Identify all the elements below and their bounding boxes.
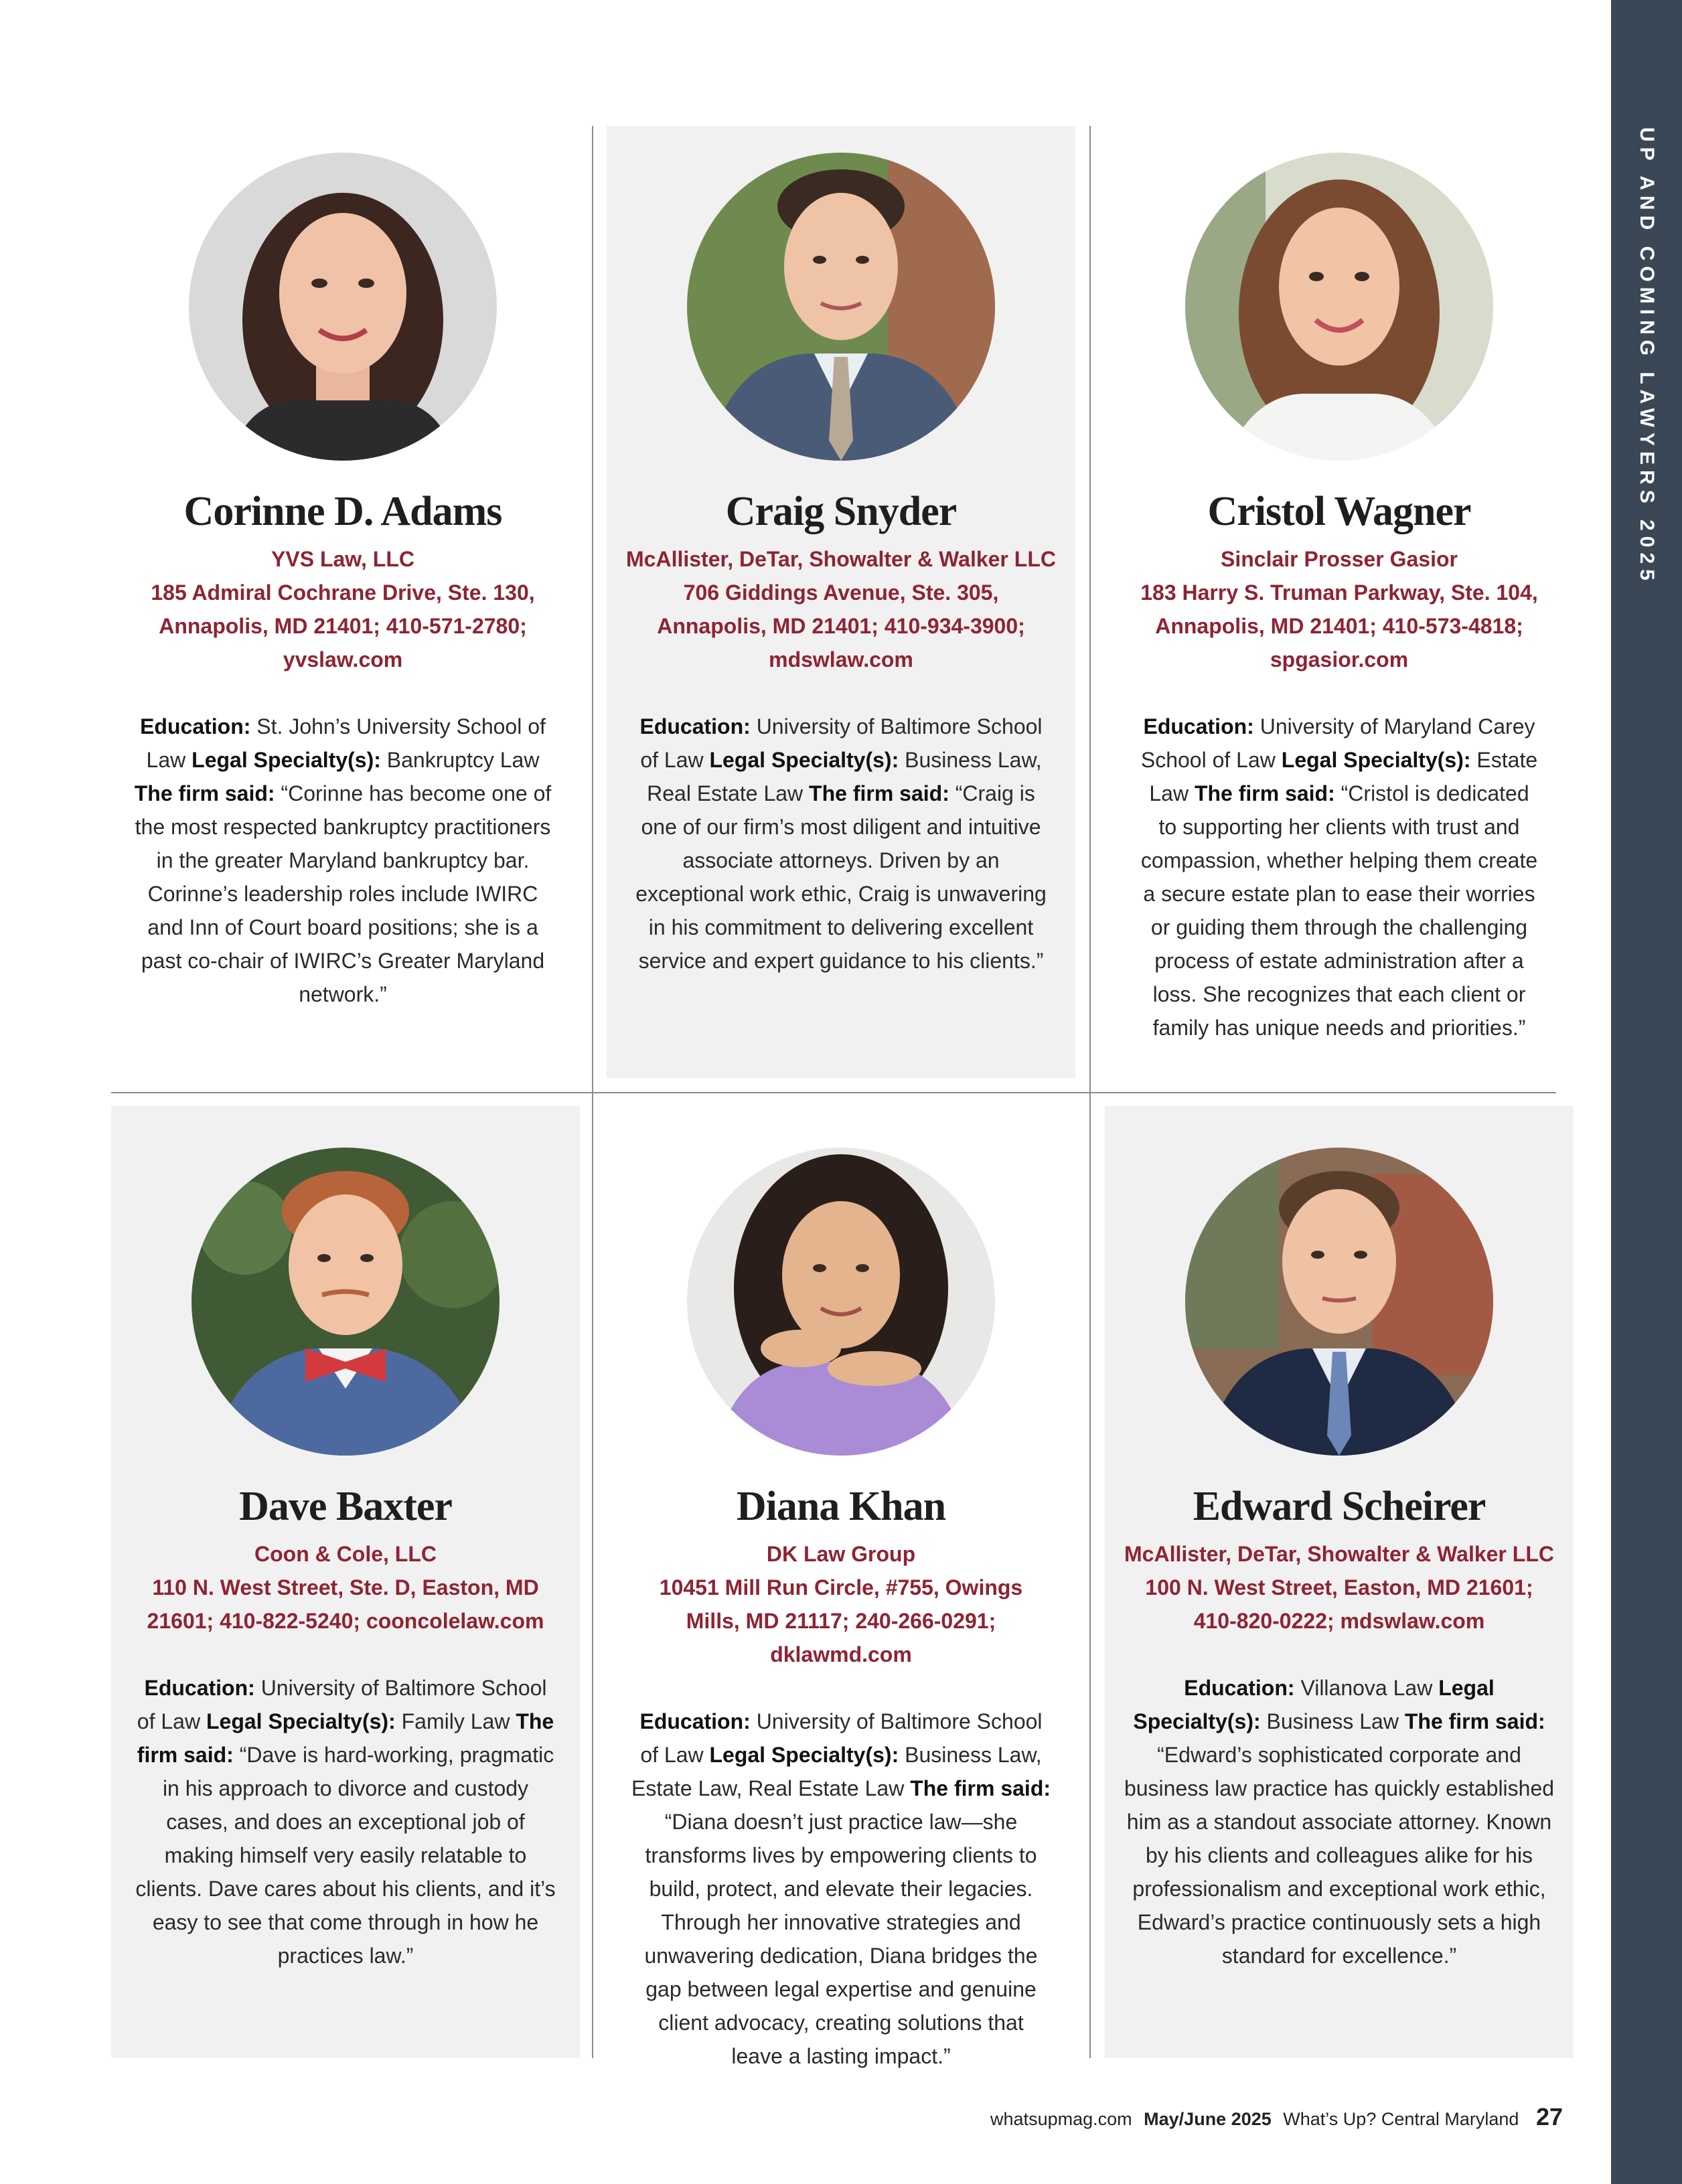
education-label: Education: [1143,714,1254,738]
education-label: Education: [144,1676,255,1700]
lawyer-name: Craig Snyder [725,489,957,534]
specialty-label: Legal Specialty(s): [709,1743,899,1767]
education-value: University of Baltimore School of Law [137,1676,547,1733]
specialty-value: Business Law, Real Estate Law [647,748,1042,805]
specialty-label: Legal Specialty(s): [1281,748,1471,772]
lawyer-bio [607,1705,1075,2073]
firm-name: YVS Law, LLC [271,547,414,571]
page-footer [984,2103,1563,2131]
firm-said-label: The firm said: [137,1709,554,1767]
lawyer-photo [687,153,995,461]
lawyer-bio [607,710,1075,978]
specialty-label: Legal Specialty(s): [1133,1676,1495,1733]
lawyer-bio [108,710,577,1011]
lawyer-card [607,1148,1075,2073]
lawyer-name: Diana Khan [736,1484,946,1529]
firm-contact: 110 N. West Street, Ste. D, Easton, MD 21601; 410-822-5240; cooncolelaw.com [147,1575,544,1633]
lawyer-name: Cristol Wagner [1207,489,1471,534]
specialty-label: Legal Specialty(s): [192,748,381,772]
lawyer-photo [1185,153,1493,461]
firm-name: Sinclair Prosser Gasior [1221,547,1458,571]
firm-name: McAllister, DeTar, Showalter & Walker LLC [1124,1542,1554,1566]
firm-contact: 183 Harry S. Truman Parkway, Ste. 104, Annapolis, MD 21401; 410-573-4818; spgasior.com [1140,580,1538,672]
lawyer-card [1105,1148,1574,1972]
firm-said-label: The firm said: [1404,1709,1545,1733]
lawyer-bio [111,1671,580,1972]
firm-name: DK Law Group [766,1542,916,1566]
firm-quote: “Corinne has become one of the most respected bankruptcy practitioners in the greater Maryland bankruptcy bar. Corinne’s leadership roles include IWIRC and Inn of Court board positions; she is a past co-chair of IWIRC’s Greater Maryland network.” [135,781,552,1006]
lawyer-card [607,153,1075,978]
lawyer-name: Dave Baxter [239,1484,452,1529]
education-value: University of Maryland Carey School of Law [1140,714,1535,772]
firm-quote: “Dave is hard-working, pragmatic in his approach to divorce and custody cases, and does an exceptional job of making himself very easily relatable to clients. Dave cares about his clients, and it’s easy to see that come through in how he practices law.” [135,1743,556,1968]
lawyer-photo [1185,1148,1493,1456]
footer-issue: May/June 2025 [1144,2109,1272,2129]
lawyer-name: Corinne D. Adams [183,489,502,534]
firm-said-label: The firm said: [910,1776,1051,1800]
firm-contact: 10451 Mill Run Circle, #755, Owings Mills, MD 21117; 240-266-0291; dklawmd.com [659,1575,1023,1666]
education-value: University of Baltimore School of Law [640,714,1043,772]
lawyer-card [1105,153,1574,1044]
divider-vertical-bottom-2 [1089,1093,1091,2058]
education-label: Education: [140,714,251,738]
firm-said-label: The firm said: [1194,781,1335,805]
firm-contact: 100 N. West Street, Easton, MD 21601; 410-820-0222; mdswlaw.com [1145,1575,1533,1633]
divider-horizontal [111,1092,1556,1093]
lawyer-photo [687,1148,995,1456]
lawyer-bio [1105,1671,1574,1972]
firm-quote: “Craig is one of our firm’s most diligent and intuitive associate attorneys. Driven by an exceptional work ethic, Craig is unwavering in his commitment to delivering excellent service and expert guidance to his clients.” [635,781,1047,973]
firm-quote: “Edward’s sophisticated corporate and business law practice has quickly established him as a standout associate attorney. Known by his clients and colleagues alike for his professionalism and exceptional work ethic, Edward’s practice continuously sets a high standard for excellence.” [1124,1743,1555,1968]
firm-said-label: The firm said: [134,781,275,805]
specialty-label: Legal Specialty(s): [709,748,899,772]
specialty-value: Business Law [1266,1709,1399,1733]
divider-vertical-bottom-1 [592,1093,593,2058]
specialty-value: Estate Law [1149,748,1538,805]
lawyer-photo [189,153,497,461]
firm-quote: “Diana doesn’t just practice law—she transforms lives by empowering clients to build, protect, and elevate their legacies. Through her innovative strategies and unwavering dedication, Diana bridges the gap between legal expertise and genuine client advocacy, creating solutions that leave a lasting impact.” [644,1810,1038,2068]
firm-name: Coon & Cole, LLC [254,1542,437,1566]
education-value: University of Baltimore School of Law [640,1709,1043,1767]
lawyer-bio [1105,710,1574,1044]
divider-vertical-top-1 [592,126,593,1093]
lawyer-card [111,1148,580,1972]
education-label: Education: [639,714,751,738]
firm-name: McAllister, DeTar, Showalter & Walker LLC [626,547,1056,571]
section-label: UP AND COMING LAWYERS 2025 [1636,127,1658,586]
education-value: Villanova Law [1300,1676,1433,1700]
firm-quote: “Cristol is dedicated to supporting her clients with trust and compassion, whether helping them create a secure estate plan to ease their worries or guiding them through the challenging process of estate administration after a loss. She recognizes that each client or family has unique needs and priorities.” [1140,781,1538,1040]
page-number: 27 [1535,2103,1563,2130]
specialty-value: Bankruptcy Law [386,748,540,772]
specialty-value: Family Law [401,1709,510,1733]
firm-said-label: The firm said: [809,781,949,805]
footer-site: whatsupmag.com [990,2109,1132,2129]
lawyer-name: Edward Scheirer [1193,1484,1486,1529]
specialty-value: Business Law, Estate Law, Real Estate Law [631,1743,1042,1800]
firm-contact: 706 Giddings Avenue, Ste. 305, Annapolis, MD 21401; 410-934-3900; mdswlaw.com [657,580,1025,672]
divider-vertical-top-2 [1089,126,1091,1093]
firm-contact: 185 Admiral Cochrane Drive, Ste. 130, Annapolis, MD 21401; 410-571-2780; yvslaw.com [151,580,535,672]
education-label: Education: [1184,1676,1295,1700]
specialty-label: Legal Specialty(s): [206,1709,396,1733]
footer-publication: What’s Up? Central Maryland [1283,2109,1519,2129]
lawyer-card [108,153,577,1011]
lawyer-photo [192,1148,500,1456]
education-value: St. John’s University School of Law [146,714,546,772]
education-label: Education: [639,1709,751,1733]
